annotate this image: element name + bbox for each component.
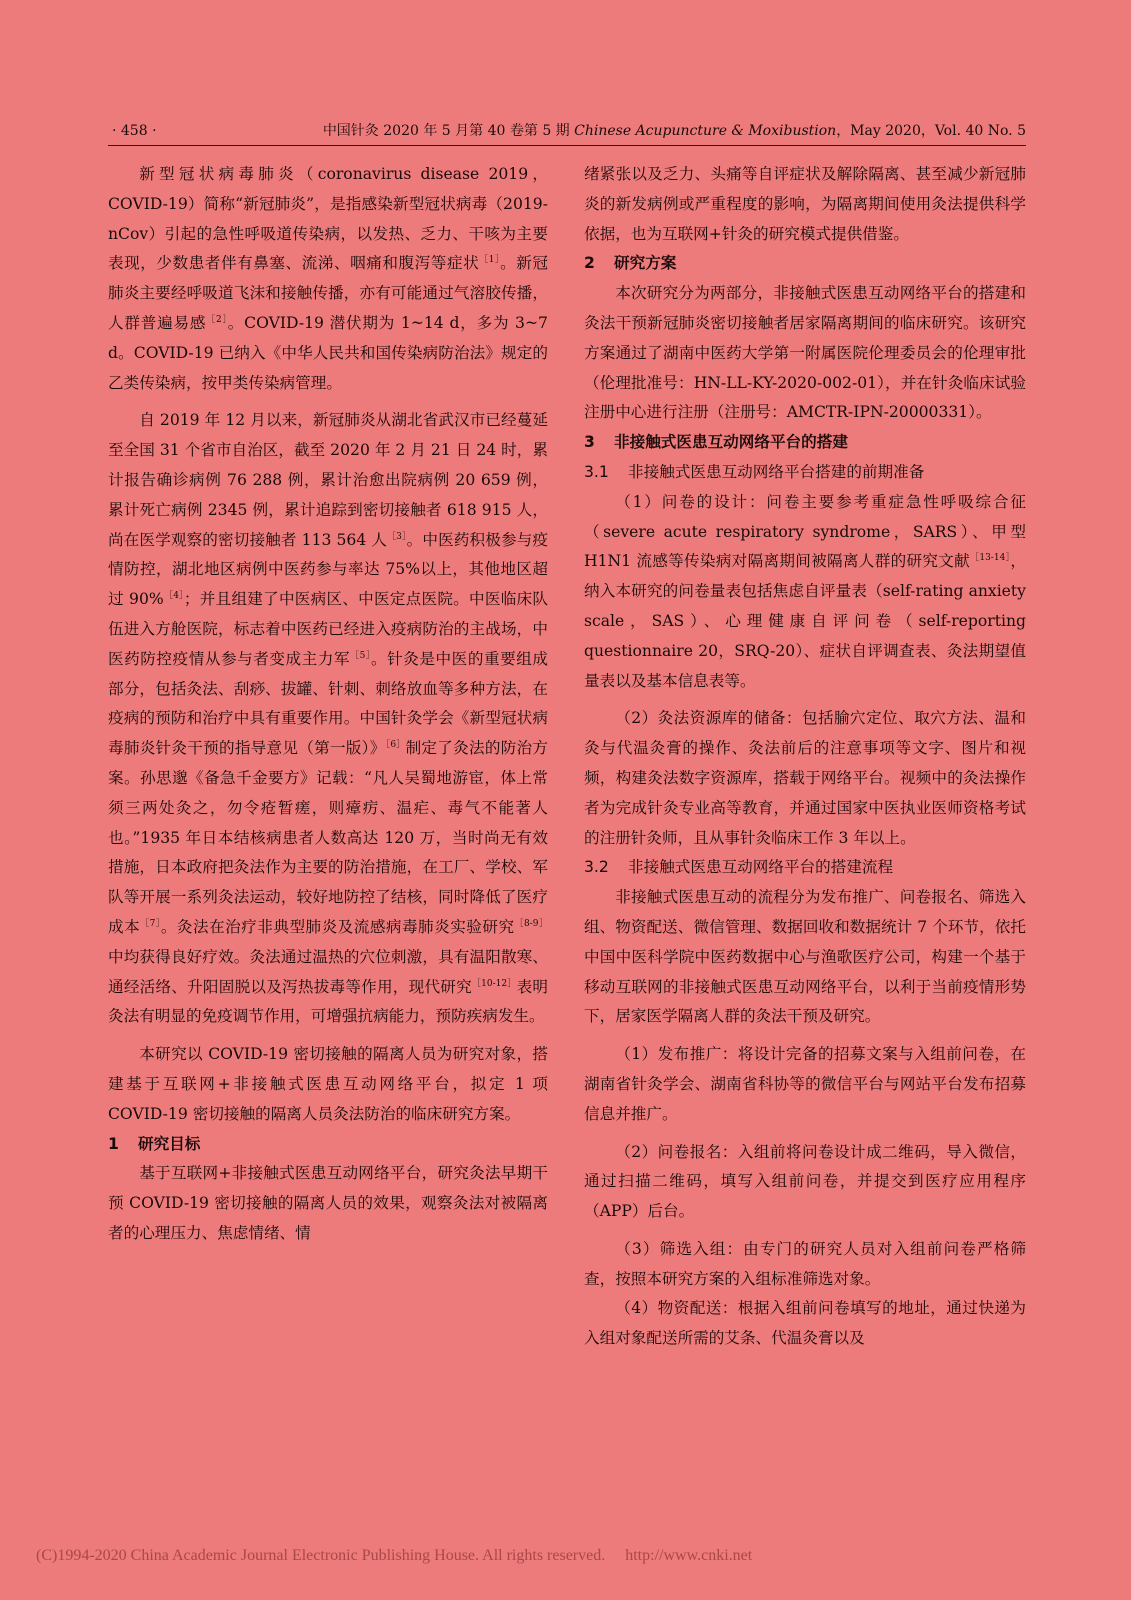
running-header: [108, 120, 1026, 142]
left-column: [108, 160, 548, 1249]
right-paragraph-7: （3）筛选入组：由专门的研究人员对入组前问卷严格筛查，按照本研究方案的入组标准筛选对象。: [584, 1239, 1026, 1288]
journal-cn: 中国针灸 2020 年 5 月第 40 卷第 5 期: [322, 123, 575, 139]
citation-13-14[interactable]: ［13-14］: [970, 553, 1011, 564]
right-paragraph-6: （2）问卷报名：入组前将问卷设计成二维码，导入微信，通过扫描二维码，填写入组前问卷，并提交到医疗应用程序（APP）后台。: [584, 1142, 1026, 1221]
journal-tail: ，May 2020，Vol. 40 No. 5: [836, 123, 1026, 139]
left-paragraph-2: 自 2019 年 12 月以来，新冠肺炎从湖北省武汉市已经蔓延至全国 31 个省市自治区，截至 2020 年 2 月 21 日 24 时，累计报告确诊病例 76 288 例，累计治愈出院病例 20 659 例，累计死亡病例 2345 例，累计追踪到密切接触者 618 915 人，尚在医学观察的密切接触者 113 564 人$^{[3]}$。中医药积极参与疫情防控，湖北地区病例中医药参与率达 75%以上，其他地区超过 90%$^{[4]}$；并且组建了中医病区、中医定点医院。中医临床队伍进入方舱医院，标志着中医药已经进入疫病防治的主战场，中医药防控疫情从参与者变成主力军$^{[5]}$。针灸是中医的重要组成部分，包括灸法、刮痧、拔罐、针刺、刺络放血等多种方法，在疫病的预防和治疗中具有重要作用。中国针灸学会《新型冠状病毒肺炎针灸干预的指导意见（第一版）》$^{[6]}$制定了灸法的防治方案。孙思邈《备急千金要方》记载：“凡人吴蜀地游宦，体上常须三两处灸之，勿令疮暂瘥，则瘴疠、温疟、毒气不能著人也。”1935 年日本结核病患者人数高达 120 万，当时尚无有效措施，日本政府把灸法作为主要的防治措施，在工厂、学校、军队等开展一系列灸法运动，较好地防控了结核，同时降低了医疗成本$^{[7]}$。灸法在治疗非典型肺炎及流感病毒肺炎实验研究$^{[8-9]}$中均获得良好疗效。灸法通过温热的穴位刺激，具有温阳散寒、通经活络、升阳固脱以及泻热拔毒等作用，现代研究$^{[10-12]}$表明灸法有明显的免疫调节作用，可增强抗病能力，预防疾病发生。: [108, 411, 548, 1026]
page-number: · 458 ·: [112, 123, 157, 139]
copyright-text: (C)1994-2020 China Academic Journal Electronic Publishing House. All rights reserved.: [36, 1547, 606, 1564]
citation-1[interactable]: ［1］: [479, 255, 501, 266]
citation-3[interactable]: ［3］: [387, 531, 407, 542]
section-heading-3: 3 非接触式医患互动网络平台的搭建: [584, 433, 848, 452]
left-paragraph-1: 新型冠状病毒肺炎（coronavirus disease 2019，COVID-19）简称“新冠肺炎”，是指感染新型冠状病毒（2019-nCov）引起的急性呼吸道传染病，以发热、乏力、干咳为主要表现，少数患者伴有鼻塞、流涕、咽痛和腹泻等症状$^{[1]}$。新冠肺炎主要经呼吸道飞沫和接触传播，亦有可能通过气溶胶传播，人群普遍易感$^{[2]}$。COVID-19 潜伏期为 1~14 d，多为 3~7 d。COVID-19 已纳入《中华人民共和国传染病防治法》规定的乙类传染病，按甲类传染病管理。: [108, 165, 548, 392]
section-heading-1: 1 研究目标: [108, 1134, 201, 1153]
journal-en: Chinese Acupuncture & Moxibustion: [574, 123, 837, 139]
right-paragraph-2: （1）问卷的设计：问卷主要参考重症急性呼吸综合征（severe acute respiratory syndrome，SARS）、甲型 H1N1 流感等传染病对隔离期间被隔离人群的研究文献$^{[13-14]}$，纳入本研究的问卷量表包括焦虑自评量表（self-rating anxiety scale，SAS）、心理健康自评问卷（self-reporting questionnaire 20，SRQ-20）、症状自评调查表、灸法期望值量表以及基本信息表等。: [584, 492, 1026, 690]
right-paragraph-4: 非接触式医患互动的流程分为发布推广、问卷报名、筛选入组、物资配送、微信管理、数据回收和数据统计 7 个环节，依托中国中医科学院中医药数据中心与渔歌医疗公司，构建一个基于移动互联网的非接触式医患互动网络平台，以利于当前疫情形势下，居家医学隔离人群的灸法干预及研究。: [584, 888, 1026, 1026]
header-rule: [108, 145, 1026, 146]
citation-2[interactable]: ［2］: [206, 314, 228, 325]
citation-6[interactable]: ［6］: [385, 739, 406, 750]
subsection-heading-3-1: 3.1 非接触式医患互动网络平台搭建的前期准备: [584, 462, 925, 481]
left-paragraph-4: 基于互联网+非接触式医患互动网络平台，研究灸法早期干预 COVID-19 密切接触的隔离人员的效果，观察灸法对被隔离者的心理压力、焦虑情绪、情: [108, 1164, 548, 1242]
copyright-footer: [36, 1547, 752, 1565]
subsection-heading-3-2: 3.2 非接触式医患互动网络平台的搭建流程: [584, 858, 894, 877]
section-heading-2: 2 研究方案: [584, 254, 677, 273]
right-column: [584, 160, 1026, 1354]
citation-4[interactable]: ［4］: [163, 590, 184, 601]
citation-5[interactable]: ［5］: [350, 650, 371, 661]
citation-8-9[interactable]: ［8-9］: [514, 918, 548, 929]
right-paragraph-3: （2）灸法资源库的储备：包括腧穴定位、取穴方法、温和灸与代温灸膏的操作、灸法前后的注意事项等文字、图片和视频，构建灸法数字资源库，搭载于网络平台。视频中的灸法操作者为完成针灸专业高等教育，并通过国家中医执业医师资格考试的注册针灸师，且从事针灸临床工作 3 年以上。: [584, 709, 1026, 847]
left-paragraph-3: 本研究以 COVID-19 密切接触的隔离人员为研究对象，搭建基于互联网+非接触式医患互动网络平台，拟定 1 项 COVID-19 密切接触的隔离人员灸法防治的临床研究方案。: [108, 1045, 548, 1123]
cnki-link[interactable]: http://www.cnki.net: [625, 1547, 753, 1564]
right-paragraph-5: （1）发布推广：将设计完备的招募文案与入组前问卷，在湖南省针灸学会、湖南省科协等的微信平台与网站平台发布招募信息并推广。: [584, 1045, 1026, 1123]
right-paragraph-1: 本次研究分为两部分，非接触式医患互动网络平台的搭建和灸法干预新冠肺炎密切接触者居家隔离期间的临床研究。该研究方案通过了湖南中医药大学第一附属医院伦理委员会的伦理审批（伦理批准号：HN-LL-KY-2020-002-01），并在针灸临床试验注册中心进行注册（注册号：AMCTR-IPN-20000331）。: [584, 284, 1026, 422]
right-paragraph-0: 绪紧张以及乏力、头痛等自评症状及解除隔离、甚至减少新冠肺炎的新发病例或严重程度的影响，为隔离期间使用灸法提供科学依据，也为互联网+针灸的研究模式提供借鉴。: [584, 165, 1026, 243]
citation-7[interactable]: ［7］: [140, 918, 161, 929]
right-paragraph-8: （4）物资配送：根据入组前问卷填写的地址，通过快递为入组对象配送所需的艾条、代温灸膏以及: [584, 1299, 1026, 1348]
citation-10-12[interactable]: ［10-12］: [471, 978, 517, 989]
journal-info: [323, 120, 1026, 142]
